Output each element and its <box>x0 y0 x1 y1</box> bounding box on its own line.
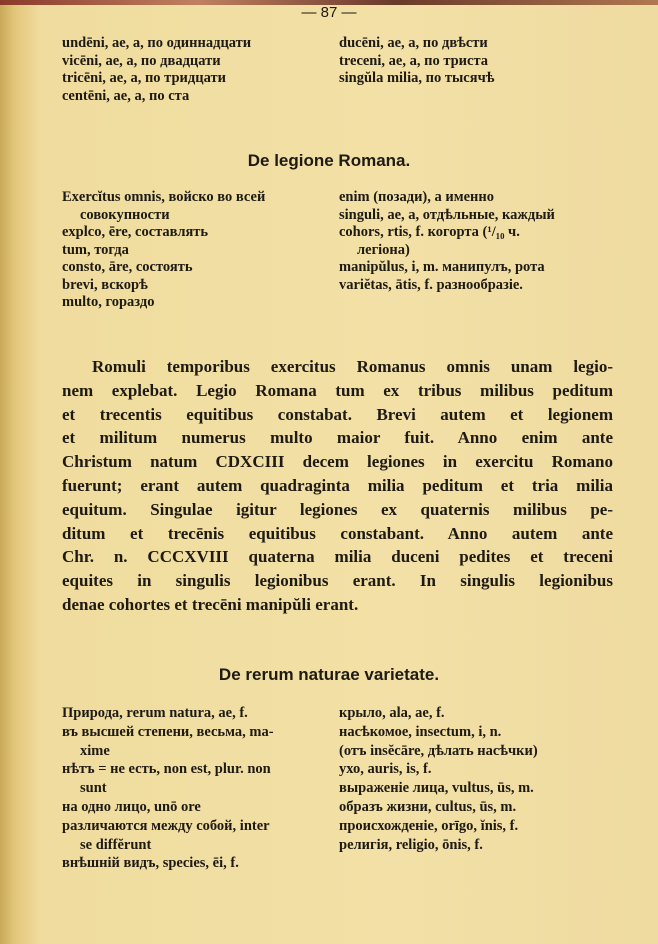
vocab-entry: Exercĭtus omnis, войско во всей <box>62 189 266 205</box>
paragraph-line: Chr. n. CCCXVIII quaterna milia duceni pedites et treceni <box>62 547 613 567</box>
numeral-entry: tricēni, ae, a, по тридцати <box>62 70 226 86</box>
vocab-entry: multo, гораздо <box>62 294 155 310</box>
vocab-entry: cohors, rtis, f. когорта (¹/₁₀ ч. <box>339 224 520 240</box>
vocab-entry: выраженіе лица, vultus, ūs, m. <box>339 780 534 797</box>
vocab-entry: ухо, auris, is, f. <box>339 761 432 778</box>
vocab-entry: tum, тогда <box>62 241 129 258</box>
vocab-entry: различаются между собой, inter <box>62 817 270 834</box>
numeral-entry: treceni, ae, a, по триста <box>339 52 489 69</box>
paragraph-line: equitum. Singulae igitur legiones ex quaternis milibus pe- <box>62 499 613 519</box>
vocab-entry: manipŭlus, i, m. манипулъ, рота <box>339 259 545 275</box>
section-title-legione: De legione Romana. <box>247 151 411 170</box>
vocab-entry: singuli, ae, a, отдѣльные, каждый <box>339 206 555 223</box>
vocab-entry: brevi, вскорѣ <box>62 276 148 293</box>
numeral-entry: vicēni, ae, a, по двадцати <box>62 52 221 69</box>
vocabulary-varietate <box>62 704 617 873</box>
vocab-entry: въ высшей степени, весьма, ma- <box>62 723 274 740</box>
vocab-entry: насѣкомое, insectum, i, n. <box>339 723 502 740</box>
paragraph-line: ditum et trecēnis equitibus constabant. Anno autem ante <box>62 523 613 543</box>
vocab-right-column <box>337 189 614 312</box>
vocab-entry: нѣтъ = не есть, non est, plur. non <box>62 761 271 778</box>
paragraph-line: fuerunt; erant autem quadraginta milia peditum et tria milia <box>62 475 613 495</box>
vocabulary-legione <box>62 189 617 312</box>
page-number: — 87 — <box>301 4 357 21</box>
paragraph-line: et militum numerus multo maior fuit. Anno enim ante <box>62 428 613 448</box>
vocab-left-column <box>62 189 337 312</box>
paragraph-line: nem explebat. Legio Romana tum ex tribus milibus peditum <box>62 380 613 400</box>
vocab-left-column <box>62 704 337 873</box>
numerals-right-column <box>337 35 614 105</box>
vocab-entry: consto, āre, состоять <box>62 259 193 275</box>
numeral-entry: centēni, ae, a, по ста <box>62 87 190 104</box>
vocab-entry: xime <box>80 742 110 759</box>
paragraph-line: denae cohortes et trecēni manipŭli erant. <box>62 594 359 614</box>
vocab-entry: совокупности <box>80 206 170 223</box>
vocab-entry: variĕtas, ātis, f. разнообразіе. <box>339 276 523 293</box>
vocab-entry: на одно лицо, unō ore <box>62 798 201 815</box>
numerals-left-column <box>62 35 337 105</box>
vocab-entry: enim (позади), а именно <box>339 189 495 205</box>
paragraph-line: Romuli temporibus exercitus Romanus omnis unam legio- <box>92 357 613 376</box>
vocab-entry: se diffĕrunt <box>80 836 152 853</box>
vocab-entry: (отъ insĕcāre, дѣлать насѣчки) <box>339 742 538 759</box>
numerals-list <box>62 35 617 105</box>
vocab-entry: explco, ēre, составлять <box>62 224 209 240</box>
vocab-entry: происхожденіе, orīgo, ĭnis, f. <box>339 817 519 834</box>
numeral-entry: ducēni, ae, a, по двѣсти <box>339 35 488 51</box>
numeral-entry: singŭla milia, по тысячѣ <box>339 70 495 86</box>
section-title-varietate: De rerum naturae varietate. <box>218 665 440 684</box>
paragraph-line: et trecentis equitibus constabat. Brevi autem et legionem <box>62 404 613 424</box>
latin-reading-paragraph <box>62 355 613 617</box>
vocab-entry: Природа, rerum natura, ae, f. <box>62 705 248 721</box>
paragraph-line: equites in singulis legionibus erant. In singulis legionibus <box>62 571 613 591</box>
paragraph-line: Christum natum CDXCIII decem legiones in exercitu Romano <box>62 452 613 472</box>
vocab-entry: внѣшній видъ, species, ēi, f. <box>62 855 239 872</box>
vocab-entry: легіона) <box>357 241 410 258</box>
vocab-entry: религія, religio, ōnis, f. <box>339 836 483 853</box>
vocab-entry: крыло, ala, ae, f. <box>339 705 445 721</box>
numeral-entry: undēni, ae, a, по одиннадцати <box>62 35 252 51</box>
vocab-entry: sunt <box>80 780 107 797</box>
vocab-entry: образъ жизни, cultus, ūs, m. <box>339 798 517 815</box>
vocab-right-column <box>337 704 614 873</box>
